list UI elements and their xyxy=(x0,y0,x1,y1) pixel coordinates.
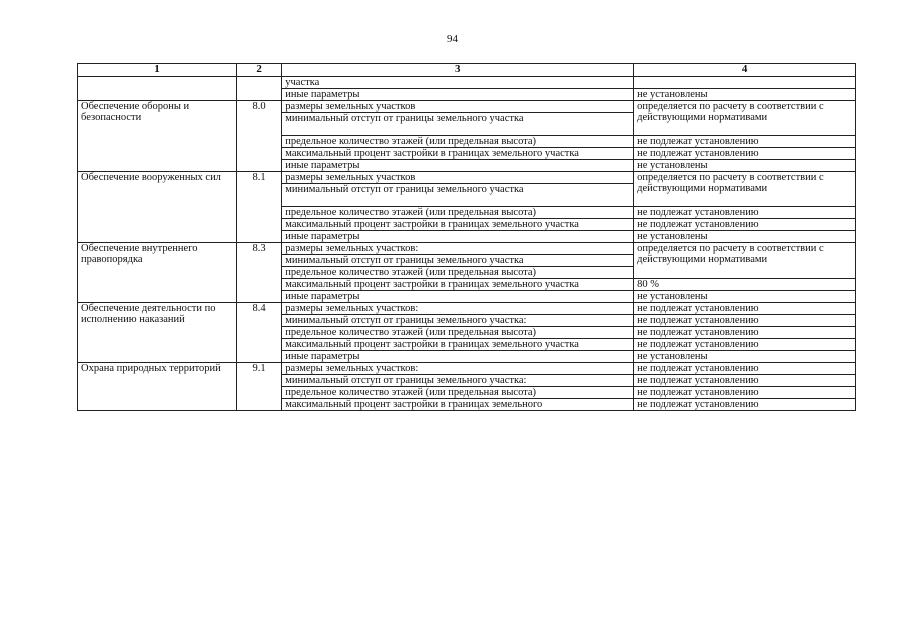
param-cell: размеры земельных участков: xyxy=(282,303,634,315)
group-name-cell: Обеспечение внутреннего правопорядка xyxy=(78,243,237,303)
value-cell: 80 % xyxy=(634,279,856,291)
param-cell: размеры земельных участков xyxy=(282,172,634,184)
table-row xyxy=(78,363,856,375)
value-cell: не подлежат установлению xyxy=(634,399,856,411)
param-cell: участка xyxy=(282,77,634,89)
value-cell: не подлежат установлению xyxy=(634,207,856,219)
group-name-cell: Обеспечение вооруженных сил xyxy=(78,172,237,243)
value-cell: определяется по расчету в соответствии с действующими нормативами xyxy=(634,243,856,279)
value-cell: не установлены xyxy=(634,160,856,172)
param-cell: минимальный отступ от границы земельного участка xyxy=(282,113,634,136)
value-cell: не подлежат установлению xyxy=(634,303,856,315)
group-name-cell: Охрана природных территорий xyxy=(78,363,237,411)
value-cell: определяется по расчету в соответствии с действующими нормативами xyxy=(634,101,856,136)
header-col-2: 2 xyxy=(236,64,281,77)
header-col-1: 1 xyxy=(78,64,237,77)
table-row xyxy=(78,172,856,184)
param-cell: размеры земельных участков xyxy=(282,101,634,113)
param-cell: предельное количество этажей (или предельная высота) xyxy=(282,387,634,399)
cell-empty xyxy=(236,77,281,101)
value-cell: не подлежат установлению xyxy=(634,387,856,399)
param-cell: иные параметры xyxy=(282,351,634,363)
param-cell: минимальный отступ от границы земельного участка xyxy=(282,255,634,267)
table-row xyxy=(78,77,856,89)
header-col-3: 3 xyxy=(282,64,634,77)
param-cell: минимальный отступ от границы земельного участка xyxy=(282,184,634,207)
value-cell: не установлены xyxy=(634,231,856,243)
page-number: 94 xyxy=(447,33,458,45)
group-code-cell: 8.0 xyxy=(236,101,281,172)
param-cell: иные параметры xyxy=(282,89,634,101)
value-cell: определяется по расчету в соответствии с действующими нормативами xyxy=(634,172,856,207)
value-cell: не установлены xyxy=(634,351,856,363)
param-cell: максимальный процент застройки в границах земельного участка xyxy=(282,279,634,291)
param-cell: размеры земельных участков: xyxy=(282,243,634,255)
param-cell: максимальный процент застройки в границах земельного xyxy=(282,399,634,411)
value-cell: не подлежат установлению xyxy=(634,148,856,160)
table-row xyxy=(78,101,856,113)
value-cell: не подлежат установлению xyxy=(634,136,856,148)
param-cell: минимальный отступ от границы земельного участка: xyxy=(282,315,634,327)
value-cell: не подлежат установлению xyxy=(634,339,856,351)
value-cell: не подлежат установлению xyxy=(634,219,856,231)
table-row xyxy=(78,243,856,255)
param-cell: предельное количество этажей (или предельная высота) xyxy=(282,267,634,279)
value-cell: не подлежат установлению xyxy=(634,327,856,339)
header-row xyxy=(78,64,856,77)
group-name-cell: Обеспечение обороны и безопасности xyxy=(78,101,237,172)
value-cell xyxy=(634,77,856,89)
group-code-cell: 9.1 xyxy=(236,363,281,411)
param-cell: минимальный отступ от границы земельного участка: xyxy=(282,375,634,387)
value-cell: не подлежат установлению xyxy=(634,363,856,375)
group-name-cell: Обеспечение деятельности по исполнению наказаний xyxy=(78,303,237,363)
param-cell: предельное количество этажей (или предельная высота) xyxy=(282,327,634,339)
param-cell: иные параметры xyxy=(282,160,634,172)
param-cell: максимальный процент застройки в границах земельного участка xyxy=(282,339,634,351)
value-cell: не установлены xyxy=(634,89,856,101)
param-cell: предельное количество этажей (или предельная высота) xyxy=(282,136,634,148)
value-cell: не подлежат установлению xyxy=(634,315,856,327)
table-row xyxy=(78,303,856,315)
param-cell: максимальный процент застройки в границах земельного участка xyxy=(282,219,634,231)
group-code-cell: 8.3 xyxy=(236,243,281,303)
header-col-4: 4 xyxy=(634,64,856,77)
value-cell: не установлены xyxy=(634,291,856,303)
value-cell: не подлежат установлению xyxy=(634,375,856,387)
param-cell: предельное количество этажей (или предельная высота) xyxy=(282,207,634,219)
param-cell: максимальный процент застройки в границах земельного участка xyxy=(282,148,634,160)
cell-empty xyxy=(78,77,237,101)
group-code-cell: 8.1 xyxy=(236,172,281,243)
param-cell: размеры земельных участков: xyxy=(282,363,634,375)
param-cell: иные параметры xyxy=(282,291,634,303)
land-use-table xyxy=(77,63,856,411)
param-cell: иные параметры xyxy=(282,231,634,243)
group-code-cell: 8.4 xyxy=(236,303,281,363)
